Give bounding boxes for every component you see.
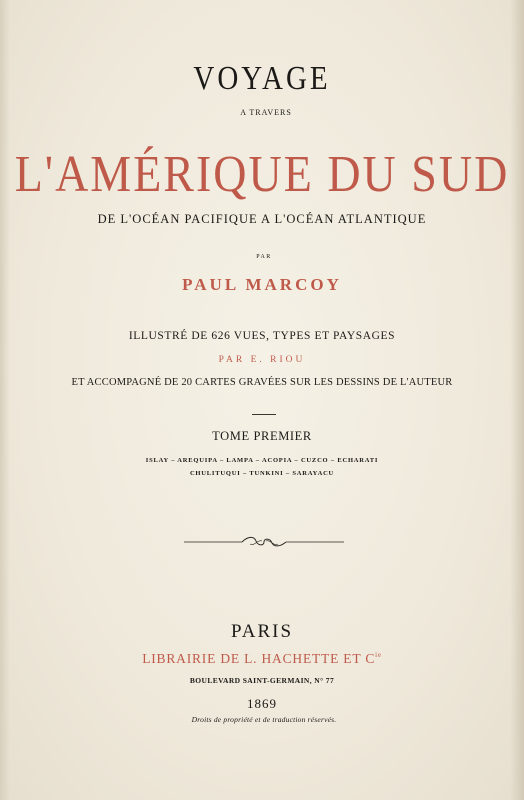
subtitle: DE L'OCÉAN PACIFIQUE A L'OCÉAN ATLANTIQUE bbox=[97, 212, 427, 226]
imprint-address: BOULEVARD SAINT-GERMAIN, N° 77 bbox=[189, 676, 335, 685]
author-name: PAUL MARCOY bbox=[182, 275, 342, 294]
imprint-city: PARIS bbox=[230, 621, 294, 642]
preposition-a-travers: A TRAVERS bbox=[240, 108, 292, 117]
imprint-publisher bbox=[0, 651, 524, 667]
volume-label: TOME PREMIER bbox=[212, 429, 312, 443]
ornamental-flourish-divider bbox=[184, 535, 344, 549]
short-rule-divider bbox=[252, 414, 276, 415]
places-line-1: ISLAY – AREQUIPA – LAMPA – ACOPIA – CUZCO – ECHARATI bbox=[145, 457, 379, 464]
rights-notice: Droits de propriété et de traduction réservés. bbox=[191, 715, 337, 724]
par-label: PAR bbox=[256, 254, 272, 260]
imprint-year: 1869 bbox=[247, 696, 277, 711]
title-amerique-du-sud: L'AMÉRIQUE DU SUD bbox=[14, 145, 510, 203]
maps-note: ET ACCOMPAGNÉ DE 20 CARTES GRAVÉES SUR LES DESSINS DE L'AUTEUR bbox=[71, 377, 453, 388]
illustrator-name: PAR E. RIOU bbox=[218, 355, 306, 365]
publisher-name: LIBRAIRIE DE L. HACHETTE ET C bbox=[142, 651, 376, 666]
publisher-superscript: ie bbox=[375, 651, 382, 659]
illustrations-note: ILLUSTRÉ DE 626 VUES, TYPES ET PAYSAGES bbox=[128, 330, 396, 342]
title-voyage: VOYAGE bbox=[193, 60, 331, 97]
places-line-2: CHULITUQUI – TUNKINI – SARAYACU bbox=[189, 470, 335, 477]
